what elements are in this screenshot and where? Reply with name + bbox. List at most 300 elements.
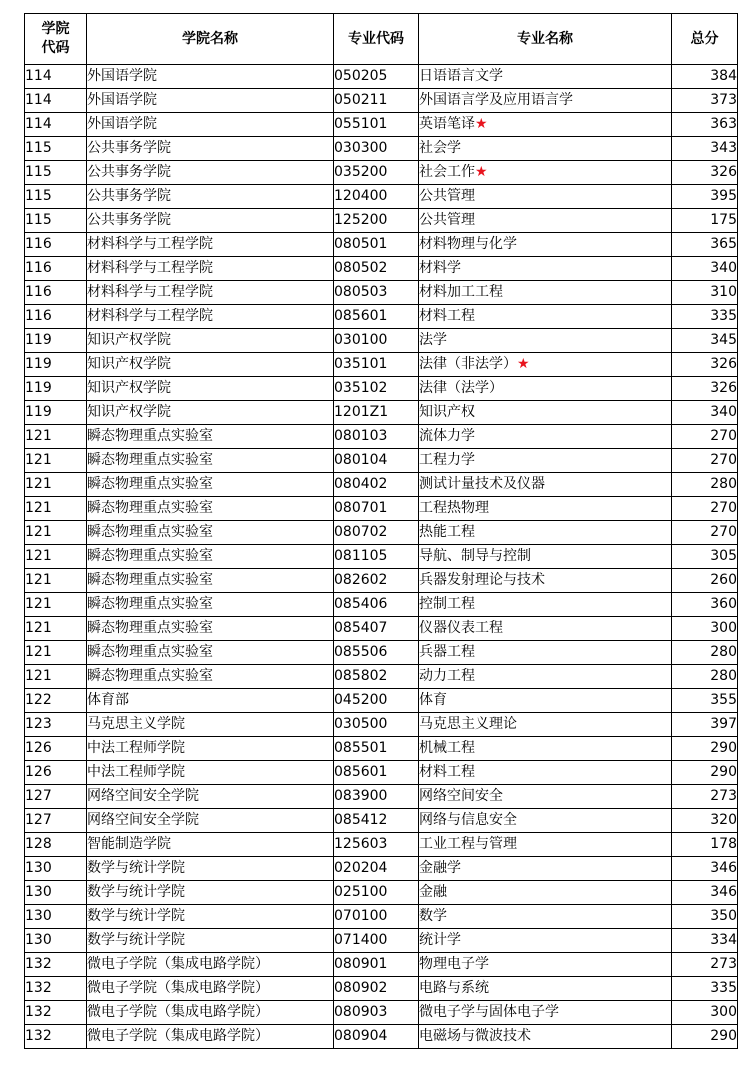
table-body bbox=[25, 65, 738, 1049]
table-row bbox=[25, 953, 738, 977]
major-name-cell bbox=[419, 809, 672, 833]
major-code-cell bbox=[334, 473, 419, 497]
table-row bbox=[25, 809, 738, 833]
college-name-text: 瞬态物理重点实验室 bbox=[87, 428, 213, 444]
major-code-text: 085406 bbox=[334, 596, 388, 612]
college-name-text: 知识产权学院 bbox=[87, 404, 171, 420]
major-name-cell bbox=[419, 113, 672, 137]
major-name-cell bbox=[419, 593, 672, 617]
major-name-cell bbox=[419, 89, 672, 113]
major-code-text: 082602 bbox=[334, 572, 388, 588]
college-name-text: 公共事务学院 bbox=[87, 164, 171, 180]
major-name-text: 控制工程 bbox=[419, 596, 475, 612]
total-score-text: 355 bbox=[710, 692, 737, 708]
major-name-text: 金融学 bbox=[419, 860, 461, 876]
major-name-text: 公共管理 bbox=[419, 212, 475, 228]
major-code-text: 020204 bbox=[334, 860, 388, 876]
major-name-text: 微电子学与固体电子学 bbox=[419, 1004, 559, 1020]
major-name-text: 工程热物理 bbox=[419, 500, 489, 516]
college-code-cell bbox=[25, 425, 87, 449]
total-score-cell bbox=[672, 569, 738, 593]
major-name-text: 物理电子学 bbox=[419, 956, 489, 972]
college-code-text: 119 bbox=[25, 332, 52, 348]
major-code-cell bbox=[334, 65, 419, 89]
total-score-cell bbox=[672, 305, 738, 329]
total-score-text: 300 bbox=[710, 620, 737, 636]
major-code-cell bbox=[334, 521, 419, 545]
total-score-cell bbox=[672, 209, 738, 233]
college-code-cell bbox=[25, 545, 87, 569]
college-name-cell bbox=[87, 665, 334, 689]
total-score-text: 270 bbox=[710, 524, 737, 540]
college-name-text: 材料科学与工程学院 bbox=[87, 284, 213, 300]
college-code-cell bbox=[25, 881, 87, 905]
major-code-text: 080402 bbox=[334, 476, 388, 492]
college-code-cell bbox=[25, 353, 87, 377]
college-name-cell bbox=[87, 161, 334, 185]
college-name-cell bbox=[87, 857, 334, 881]
major-code-cell bbox=[334, 233, 419, 257]
table-row bbox=[25, 737, 738, 761]
table-row bbox=[25, 521, 738, 545]
total-score-cell bbox=[672, 137, 738, 161]
total-score-cell bbox=[672, 905, 738, 929]
total-score-text: 343 bbox=[710, 140, 737, 156]
major-code-cell bbox=[334, 977, 419, 1001]
total-score-text: 310 bbox=[710, 284, 737, 300]
college-name-cell bbox=[87, 233, 334, 257]
college-name-cell bbox=[87, 329, 334, 353]
major-code-cell bbox=[334, 185, 419, 209]
major-name-text: 法学 bbox=[419, 332, 447, 348]
college-code-cell bbox=[25, 281, 87, 305]
college-code-text: 116 bbox=[25, 236, 52, 252]
college-name-text: 公共事务学院 bbox=[87, 212, 171, 228]
table-row bbox=[25, 377, 738, 401]
college-code-cell bbox=[25, 185, 87, 209]
major-name-text: 材料工程 bbox=[419, 764, 475, 780]
college-code-cell bbox=[25, 833, 87, 857]
major-code-text: 080902 bbox=[334, 980, 388, 996]
college-name-text: 瞬态物理重点实验室 bbox=[87, 548, 213, 564]
college-name-text: 外国语学院 bbox=[87, 116, 157, 132]
total-score-text: 360 bbox=[710, 596, 737, 612]
major-name-cell bbox=[419, 401, 672, 425]
major-name-cell bbox=[419, 689, 672, 713]
college-code-text: 114 bbox=[25, 116, 52, 132]
college-name-cell bbox=[87, 1025, 334, 1049]
college-name-cell bbox=[87, 1001, 334, 1025]
college-code-text: 116 bbox=[25, 260, 52, 276]
total-score-text: 290 bbox=[710, 740, 737, 756]
college-code-cell bbox=[25, 401, 87, 425]
total-score-cell bbox=[672, 329, 738, 353]
total-score-cell bbox=[672, 233, 738, 257]
college-name-cell bbox=[87, 449, 334, 473]
major-code-cell bbox=[334, 761, 419, 785]
major-code-text: 080903 bbox=[334, 1004, 388, 1020]
major-name-cell bbox=[419, 641, 672, 665]
major-name-cell bbox=[419, 233, 672, 257]
table-row bbox=[25, 89, 738, 113]
major-name-text: 仪器仪表工程 bbox=[419, 620, 503, 636]
total-score-cell bbox=[672, 641, 738, 665]
college-code-cell bbox=[25, 905, 87, 929]
college-code-text: 121 bbox=[25, 524, 52, 540]
major-code-cell bbox=[334, 785, 419, 809]
major-name-cell bbox=[419, 857, 672, 881]
college-name-cell bbox=[87, 737, 334, 761]
table-row bbox=[25, 425, 738, 449]
major-name-text: 社会学 bbox=[419, 140, 461, 156]
total-score-cell bbox=[672, 353, 738, 377]
college-code-cell bbox=[25, 617, 87, 641]
college-code-text: 130 bbox=[25, 908, 52, 924]
college-code-text: 115 bbox=[25, 140, 52, 156]
total-score-cell bbox=[672, 1001, 738, 1025]
college-name-cell bbox=[87, 353, 334, 377]
major-code-text: 035102 bbox=[334, 380, 388, 396]
major-name-cell bbox=[419, 137, 672, 161]
total-score-cell bbox=[672, 929, 738, 953]
total-score-text: 335 bbox=[710, 308, 737, 324]
table-row bbox=[25, 281, 738, 305]
total-score-text: 273 bbox=[710, 956, 737, 972]
table-row bbox=[25, 449, 738, 473]
college-code-text: 121 bbox=[25, 668, 52, 684]
major-code-cell bbox=[334, 929, 419, 953]
major-name-cell bbox=[419, 161, 672, 185]
table-row bbox=[25, 473, 738, 497]
college-name-text: 知识产权学院 bbox=[87, 332, 171, 348]
college-code-text: 132 bbox=[25, 1004, 52, 1020]
table-row bbox=[25, 713, 738, 737]
table-row bbox=[25, 233, 738, 257]
major-code-cell bbox=[334, 641, 419, 665]
college-code-cell bbox=[25, 233, 87, 257]
major-name-text: 动力工程 bbox=[419, 668, 475, 684]
college-name-cell bbox=[87, 953, 334, 977]
college-name-cell bbox=[87, 281, 334, 305]
major-name-text: 导航、制导与控制 bbox=[419, 548, 531, 564]
major-name-cell bbox=[419, 905, 672, 929]
major-code-cell bbox=[334, 377, 419, 401]
major-code-text: 085501 bbox=[334, 740, 388, 756]
college-code-cell bbox=[25, 473, 87, 497]
major-code-cell bbox=[334, 401, 419, 425]
major-name-text: 材料物理与化学 bbox=[419, 236, 517, 252]
college-name-text: 体育部 bbox=[87, 692, 129, 708]
table-row bbox=[25, 641, 738, 665]
major-name-cell bbox=[419, 497, 672, 521]
college-name-text: 微电子学院（集成电路学院） bbox=[87, 956, 269, 972]
total-score-text: 363 bbox=[710, 116, 737, 132]
major-code-text: 050211 bbox=[334, 92, 388, 108]
college-name-text: 瞬态物理重点实验室 bbox=[87, 452, 213, 468]
table-row bbox=[25, 257, 738, 281]
major-name-text: 金融 bbox=[419, 884, 447, 900]
table-row bbox=[25, 305, 738, 329]
college-name-cell bbox=[87, 497, 334, 521]
college-name-cell bbox=[87, 977, 334, 1001]
college-name-cell bbox=[87, 473, 334, 497]
college-name-text: 瞬态物理重点实验室 bbox=[87, 524, 213, 540]
major-name-cell bbox=[419, 473, 672, 497]
major-name-cell bbox=[419, 353, 672, 377]
total-score-text: 290 bbox=[710, 1028, 737, 1044]
college-code-text: 123 bbox=[25, 716, 52, 732]
total-score-cell bbox=[672, 425, 738, 449]
major-name-text: 工程力学 bbox=[419, 452, 475, 468]
college-code-cell bbox=[25, 641, 87, 665]
major-code-cell bbox=[334, 905, 419, 929]
college-code-cell bbox=[25, 953, 87, 977]
college-name-cell bbox=[87, 761, 334, 785]
total-score-cell bbox=[672, 113, 738, 137]
total-score-cell bbox=[672, 689, 738, 713]
total-score-text: 326 bbox=[710, 356, 737, 372]
major-name-text: 电路与系统 bbox=[419, 980, 489, 996]
header-major-name: 专业名称 bbox=[419, 14, 672, 65]
college-code-text: 126 bbox=[25, 764, 52, 780]
college-code-cell bbox=[25, 521, 87, 545]
major-name-cell bbox=[419, 257, 672, 281]
college-name-cell bbox=[87, 137, 334, 161]
table-row bbox=[25, 65, 738, 89]
college-code-text: 119 bbox=[25, 356, 52, 372]
major-name-cell bbox=[419, 1001, 672, 1025]
table-row bbox=[25, 185, 738, 209]
college-name-cell bbox=[87, 617, 334, 641]
total-score-text: 305 bbox=[710, 548, 737, 564]
total-score-text: 273 bbox=[710, 788, 737, 804]
table-row bbox=[25, 905, 738, 929]
major-code-cell bbox=[334, 737, 419, 761]
table-row bbox=[25, 545, 738, 569]
major-code-cell bbox=[334, 881, 419, 905]
total-score-text: 175 bbox=[710, 212, 737, 228]
total-score-cell bbox=[672, 977, 738, 1001]
major-name-cell bbox=[419, 305, 672, 329]
major-name-cell bbox=[419, 785, 672, 809]
major-name-text: 热能工程 bbox=[419, 524, 475, 540]
major-name-text: 数学 bbox=[419, 908, 447, 924]
major-code-cell bbox=[334, 809, 419, 833]
college-code-cell bbox=[25, 161, 87, 185]
major-code-text: 025100 bbox=[334, 884, 388, 900]
college-code-text: 121 bbox=[25, 548, 52, 564]
college-code-text: 130 bbox=[25, 932, 52, 948]
college-name-cell bbox=[87, 713, 334, 737]
college-code-text: 121 bbox=[25, 476, 52, 492]
college-code-cell bbox=[25, 785, 87, 809]
major-name-cell bbox=[419, 881, 672, 905]
major-name-text: 工业工程与管理 bbox=[419, 836, 517, 852]
header-college-code-line-2: 代码 bbox=[41, 40, 70, 56]
major-code-text: 085407 bbox=[334, 620, 388, 636]
college-code-text: 121 bbox=[25, 644, 52, 660]
college-code-cell bbox=[25, 713, 87, 737]
major-name-text: 统计学 bbox=[419, 932, 461, 948]
major-name-text: 兵器工程 bbox=[419, 644, 475, 660]
college-name-cell bbox=[87, 809, 334, 833]
college-code-text: 126 bbox=[25, 740, 52, 756]
college-name-cell bbox=[87, 641, 334, 665]
total-score-text: 270 bbox=[710, 500, 737, 516]
table-row bbox=[25, 161, 738, 185]
college-name-text: 微电子学院（集成电路学院） bbox=[87, 1004, 269, 1020]
total-score-text: 290 bbox=[710, 764, 737, 780]
major-name-text: 网络与信息安全 bbox=[419, 812, 517, 828]
total-score-cell bbox=[672, 713, 738, 737]
table-row bbox=[25, 929, 738, 953]
major-code-cell bbox=[334, 953, 419, 977]
major-name-cell bbox=[419, 545, 672, 569]
college-name-text: 中法工程师学院 bbox=[87, 764, 185, 780]
college-code-cell bbox=[25, 377, 87, 401]
major-code-text: 050205 bbox=[334, 68, 388, 84]
major-name-cell bbox=[419, 833, 672, 857]
college-name-text: 网络空间安全学院 bbox=[87, 812, 199, 828]
college-code-text: 128 bbox=[25, 836, 52, 852]
total-score-cell bbox=[672, 449, 738, 473]
college-name-cell bbox=[87, 65, 334, 89]
major-name-text: 英语笔译 bbox=[419, 116, 475, 132]
table-row bbox=[25, 353, 738, 377]
college-name-text: 公共事务学院 bbox=[87, 188, 171, 204]
total-score-cell bbox=[672, 281, 738, 305]
major-code-cell bbox=[334, 449, 419, 473]
total-score-cell bbox=[672, 377, 738, 401]
major-code-cell bbox=[334, 665, 419, 689]
table-row bbox=[25, 593, 738, 617]
major-code-text: 120400 bbox=[334, 188, 388, 204]
major-code-text: 081105 bbox=[334, 548, 388, 564]
college-name-text: 材料科学与工程学院 bbox=[87, 236, 213, 252]
college-code-text: 121 bbox=[25, 428, 52, 444]
major-name-text: 日语语言文学 bbox=[419, 68, 503, 84]
college-name-text: 瞬态物理重点实验室 bbox=[87, 476, 213, 492]
total-score-text: 395 bbox=[710, 188, 737, 204]
college-name-cell bbox=[87, 209, 334, 233]
total-score-text: 346 bbox=[710, 884, 737, 900]
college-code-text: 132 bbox=[25, 956, 52, 972]
major-name-cell bbox=[419, 185, 672, 209]
score-table bbox=[24, 13, 738, 1049]
college-code-text: 130 bbox=[25, 860, 52, 876]
total-score-text: 345 bbox=[710, 332, 737, 348]
total-score-text: 335 bbox=[710, 980, 737, 996]
major-name-cell bbox=[419, 665, 672, 689]
total-score-text: 280 bbox=[710, 668, 737, 684]
college-name-cell bbox=[87, 89, 334, 113]
college-code-cell bbox=[25, 569, 87, 593]
college-code-cell bbox=[25, 89, 87, 113]
major-name-text: 法律（非法学） bbox=[419, 356, 517, 372]
college-code-text: 132 bbox=[25, 1028, 52, 1044]
college-name-cell bbox=[87, 545, 334, 569]
major-code-text: 035200 bbox=[334, 164, 388, 180]
major-name-cell bbox=[419, 449, 672, 473]
table-row bbox=[25, 617, 738, 641]
college-code-text: 116 bbox=[25, 308, 52, 324]
total-score-text: 280 bbox=[710, 644, 737, 660]
table-row bbox=[25, 761, 738, 785]
college-name-text: 数学与统计学院 bbox=[87, 908, 185, 924]
table-row bbox=[25, 569, 738, 593]
college-code-text: 115 bbox=[25, 188, 52, 204]
major-name-cell bbox=[419, 329, 672, 353]
college-name-text: 知识产权学院 bbox=[87, 356, 171, 372]
college-name-cell bbox=[87, 785, 334, 809]
major-code-text: 080104 bbox=[334, 452, 388, 468]
major-name-text: 马克思主义理论 bbox=[419, 716, 517, 732]
total-score-cell bbox=[672, 809, 738, 833]
total-score-text: 260 bbox=[710, 572, 737, 588]
major-code-text: 035101 bbox=[334, 356, 388, 372]
college-name-cell bbox=[87, 521, 334, 545]
major-name-cell bbox=[419, 377, 672, 401]
major-code-cell bbox=[334, 113, 419, 137]
table-row bbox=[25, 785, 738, 809]
major-name-cell bbox=[419, 1025, 672, 1049]
college-code-text: 121 bbox=[25, 572, 52, 588]
table-row bbox=[25, 497, 738, 521]
total-score-text: 320 bbox=[710, 812, 737, 828]
major-code-cell bbox=[334, 857, 419, 881]
major-code-text: 085506 bbox=[334, 644, 388, 660]
college-code-text: 119 bbox=[25, 380, 52, 396]
red-star-icon: ★ bbox=[517, 356, 530, 372]
college-name-cell bbox=[87, 185, 334, 209]
total-score-text: 270 bbox=[710, 452, 737, 468]
college-name-text: 瞬态物理重点实验室 bbox=[87, 572, 213, 588]
total-score-cell bbox=[672, 593, 738, 617]
table-header bbox=[25, 14, 738, 65]
total-score-text: 340 bbox=[710, 404, 737, 420]
major-code-text: 080103 bbox=[334, 428, 388, 444]
major-code-cell bbox=[334, 329, 419, 353]
major-name-cell bbox=[419, 617, 672, 641]
college-code-text: 115 bbox=[25, 212, 52, 228]
major-name-cell bbox=[419, 953, 672, 977]
total-score-text: 350 bbox=[710, 908, 737, 924]
college-name-cell bbox=[87, 905, 334, 929]
college-name-text: 知识产权学院 bbox=[87, 380, 171, 396]
college-code-cell bbox=[25, 737, 87, 761]
major-name-text: 外国语言学及应用语言学 bbox=[419, 92, 573, 108]
major-name-text: 测试计量技术及仪器 bbox=[419, 476, 545, 492]
table-row bbox=[25, 1025, 738, 1049]
college-name-cell bbox=[87, 833, 334, 857]
major-code-cell bbox=[334, 833, 419, 857]
major-code-cell bbox=[334, 425, 419, 449]
total-score-cell bbox=[672, 833, 738, 857]
major-code-cell bbox=[334, 497, 419, 521]
header-college-code-line-1: 学院 bbox=[41, 21, 70, 37]
major-code-text: 080502 bbox=[334, 260, 388, 276]
total-score-text: 178 bbox=[710, 836, 737, 852]
total-score-cell bbox=[672, 761, 738, 785]
college-name-cell bbox=[87, 401, 334, 425]
table-row bbox=[25, 857, 738, 881]
college-code-text: 121 bbox=[25, 596, 52, 612]
college-name-cell bbox=[87, 305, 334, 329]
college-code-cell bbox=[25, 113, 87, 137]
major-code-cell bbox=[334, 617, 419, 641]
college-code-text: 132 bbox=[25, 980, 52, 996]
major-name-cell bbox=[419, 977, 672, 1001]
